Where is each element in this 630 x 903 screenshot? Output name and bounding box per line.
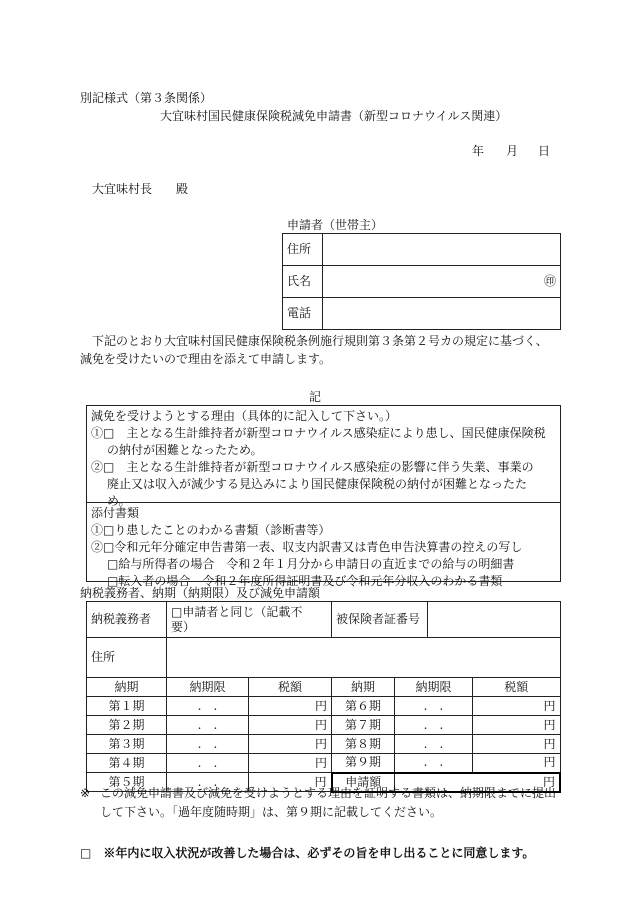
name-label: 氏名: [283, 266, 323, 298]
period-label: 第８期: [332, 735, 395, 754]
col-header-deadline: 納期限: [395, 678, 473, 697]
period-label: 第４期: [87, 754, 167, 773]
attachment-2-salary-checkbox[interactable]: □給与所得者の場合 令和２年１月分から申請日の直近までの給与の明細書: [107, 557, 515, 571]
date-year: 年: [472, 144, 485, 158]
attachments-box: [86, 502, 561, 588]
period-label: 第５期: [87, 773, 167, 792]
reason-2-line-3: め。: [107, 494, 131, 508]
attachments-heading: 添付書類: [91, 506, 140, 520]
deadline-field[interactable]: . .: [167, 716, 249, 735]
amount-field[interactable]: 円: [249, 754, 332, 773]
amount-field[interactable]: 円: [249, 697, 332, 716]
date-day: 日: [538, 144, 551, 158]
reason-2-line-2: 廃止又は収入が減少する見込みにより国民健康保険税の納付が困難となったた: [107, 477, 528, 491]
phone-field[interactable]: [323, 298, 561, 330]
intro-line-2: 減免を受けたいので理由を添えて申請します。: [80, 352, 332, 366]
reason-1-checkbox[interactable]: ①□ 主となる生計維持者が新型コロナウイルス感染症により患し、国民健康保険税: [91, 426, 546, 440]
table-row: [87, 754, 561, 773]
note-line-2: して下さい。「過年度随時期」は、第９期に記載してください。: [100, 805, 443, 819]
col-header-period: 納期: [332, 678, 395, 697]
applicant-table: [282, 233, 561, 330]
request-amount-label: 申請額: [332, 773, 395, 792]
taxpayer-label: 納税義務者: [87, 602, 167, 638]
amount-field[interactable]: 円: [249, 773, 332, 792]
table-row: [87, 716, 561, 735]
note-line-1: この減免申請書及び減免を受けようとする理由を証明する書類は、納期限までに提出: [100, 786, 557, 800]
amount-field[interactable]: 円: [473, 754, 561, 773]
insured-number-field[interactable]: [428, 602, 561, 638]
col-header-period: 納期: [87, 678, 167, 697]
same-as-applicant-text-2: 要）: [171, 619, 196, 634]
addressee: 大宜味村長 殿: [92, 182, 189, 196]
address-label: 住所: [283, 234, 323, 266]
period-label: 第６期: [332, 697, 395, 716]
same-as-applicant-checkbox[interactable]: [167, 602, 332, 638]
amount-field[interactable]: 円: [473, 735, 561, 754]
deadline-field[interactable]: . .: [167, 773, 249, 792]
amount-field[interactable]: 円: [473, 716, 561, 735]
attachment-2-transfer-checkbox[interactable]: □転入者の場合 令和２年度所得証明書及び令和元年分収入のわかる書類: [107, 574, 503, 588]
reason-1-line-2: の納付が困難となったため。: [107, 443, 263, 457]
period-label: 第１期: [87, 697, 167, 716]
deadline-field[interactable]: . .: [167, 735, 249, 754]
phone-label: 電話: [283, 298, 323, 330]
reasons-heading: 減免を受けようとする理由（具体的に記入して下さい。）: [91, 409, 398, 423]
table-row: [87, 735, 561, 754]
seal-icon: ㊞: [543, 274, 556, 288]
deadline-field[interactable]: . .: [395, 697, 473, 716]
period-label: 第７期: [332, 716, 395, 735]
taxpayer-table: [86, 601, 561, 678]
attachment-2-checkbox[interactable]: ②□令和元年分確定申告書第一表、収支内訳書又は青色申告決算書の控えの写し: [91, 540, 523, 554]
col-header-deadline: 納期限: [167, 678, 249, 697]
period-label: 第２期: [87, 716, 167, 735]
col-header-amount: 税額: [249, 678, 332, 697]
deadline-field[interactable]: . .: [395, 754, 473, 773]
tax-section-heading: 納税義務者、納期（納期限）及び減免申請額: [80, 586, 321, 600]
consent-checkbox[interactable]: □ ※年内に収入状況が改善した場合は、必ずその旨を申し出ることに同意します。: [80, 846, 535, 860]
amount-field[interactable]: 円: [473, 697, 561, 716]
same-as-applicant-text: □申請者と同じ（記載不: [171, 604, 303, 619]
col-header-amount: 税額: [473, 678, 561, 697]
period-label: 第３期: [87, 735, 167, 754]
intro-line-1: 下記のとおり大宜味村国民健康保険税条例施行規則第３条第２号カの規定に基づく、: [92, 334, 548, 348]
table-row: [87, 697, 561, 716]
note-mark: ※: [80, 786, 91, 800]
ki-heading: 記: [309, 390, 322, 404]
page-title: 大宜味村国民健康保険税減免申請書（新型コロナウイルス関連）: [160, 109, 508, 123]
form-number: 別記様式（第３条関係）: [80, 91, 213, 105]
address-field[interactable]: [323, 234, 561, 266]
deadline-field[interactable]: . .: [167, 754, 249, 773]
periods-table: [86, 677, 561, 793]
reason-2-checkbox[interactable]: ②□ 主となる生計維持者が新型コロナウイルス感染症の影響に伴う失業、事業の: [91, 460, 534, 474]
reasons-box: [86, 405, 561, 508]
amount-field[interactable]: 円: [249, 716, 332, 735]
name-field[interactable]: [323, 266, 561, 298]
deadline-field[interactable]: . .: [167, 697, 249, 716]
date-month: 月: [506, 144, 519, 158]
taxpayer-address-field[interactable]: [167, 638, 561, 678]
applicant-heading: 申請者（世帯主）: [287, 218, 384, 232]
amount-field[interactable]: 円: [249, 735, 332, 754]
taxpayer-address-label: 住所: [87, 638, 167, 678]
deadline-field[interactable]: . .: [395, 735, 473, 754]
period-label: 第９期: [332, 754, 395, 773]
request-amount-field[interactable]: 円: [395, 773, 561, 792]
insured-number-label: 被保険者証番号: [332, 602, 428, 638]
attachment-1-checkbox[interactable]: ①□り患したことのわかる書類（診断書等）: [91, 523, 331, 537]
deadline-field[interactable]: . .: [395, 716, 473, 735]
